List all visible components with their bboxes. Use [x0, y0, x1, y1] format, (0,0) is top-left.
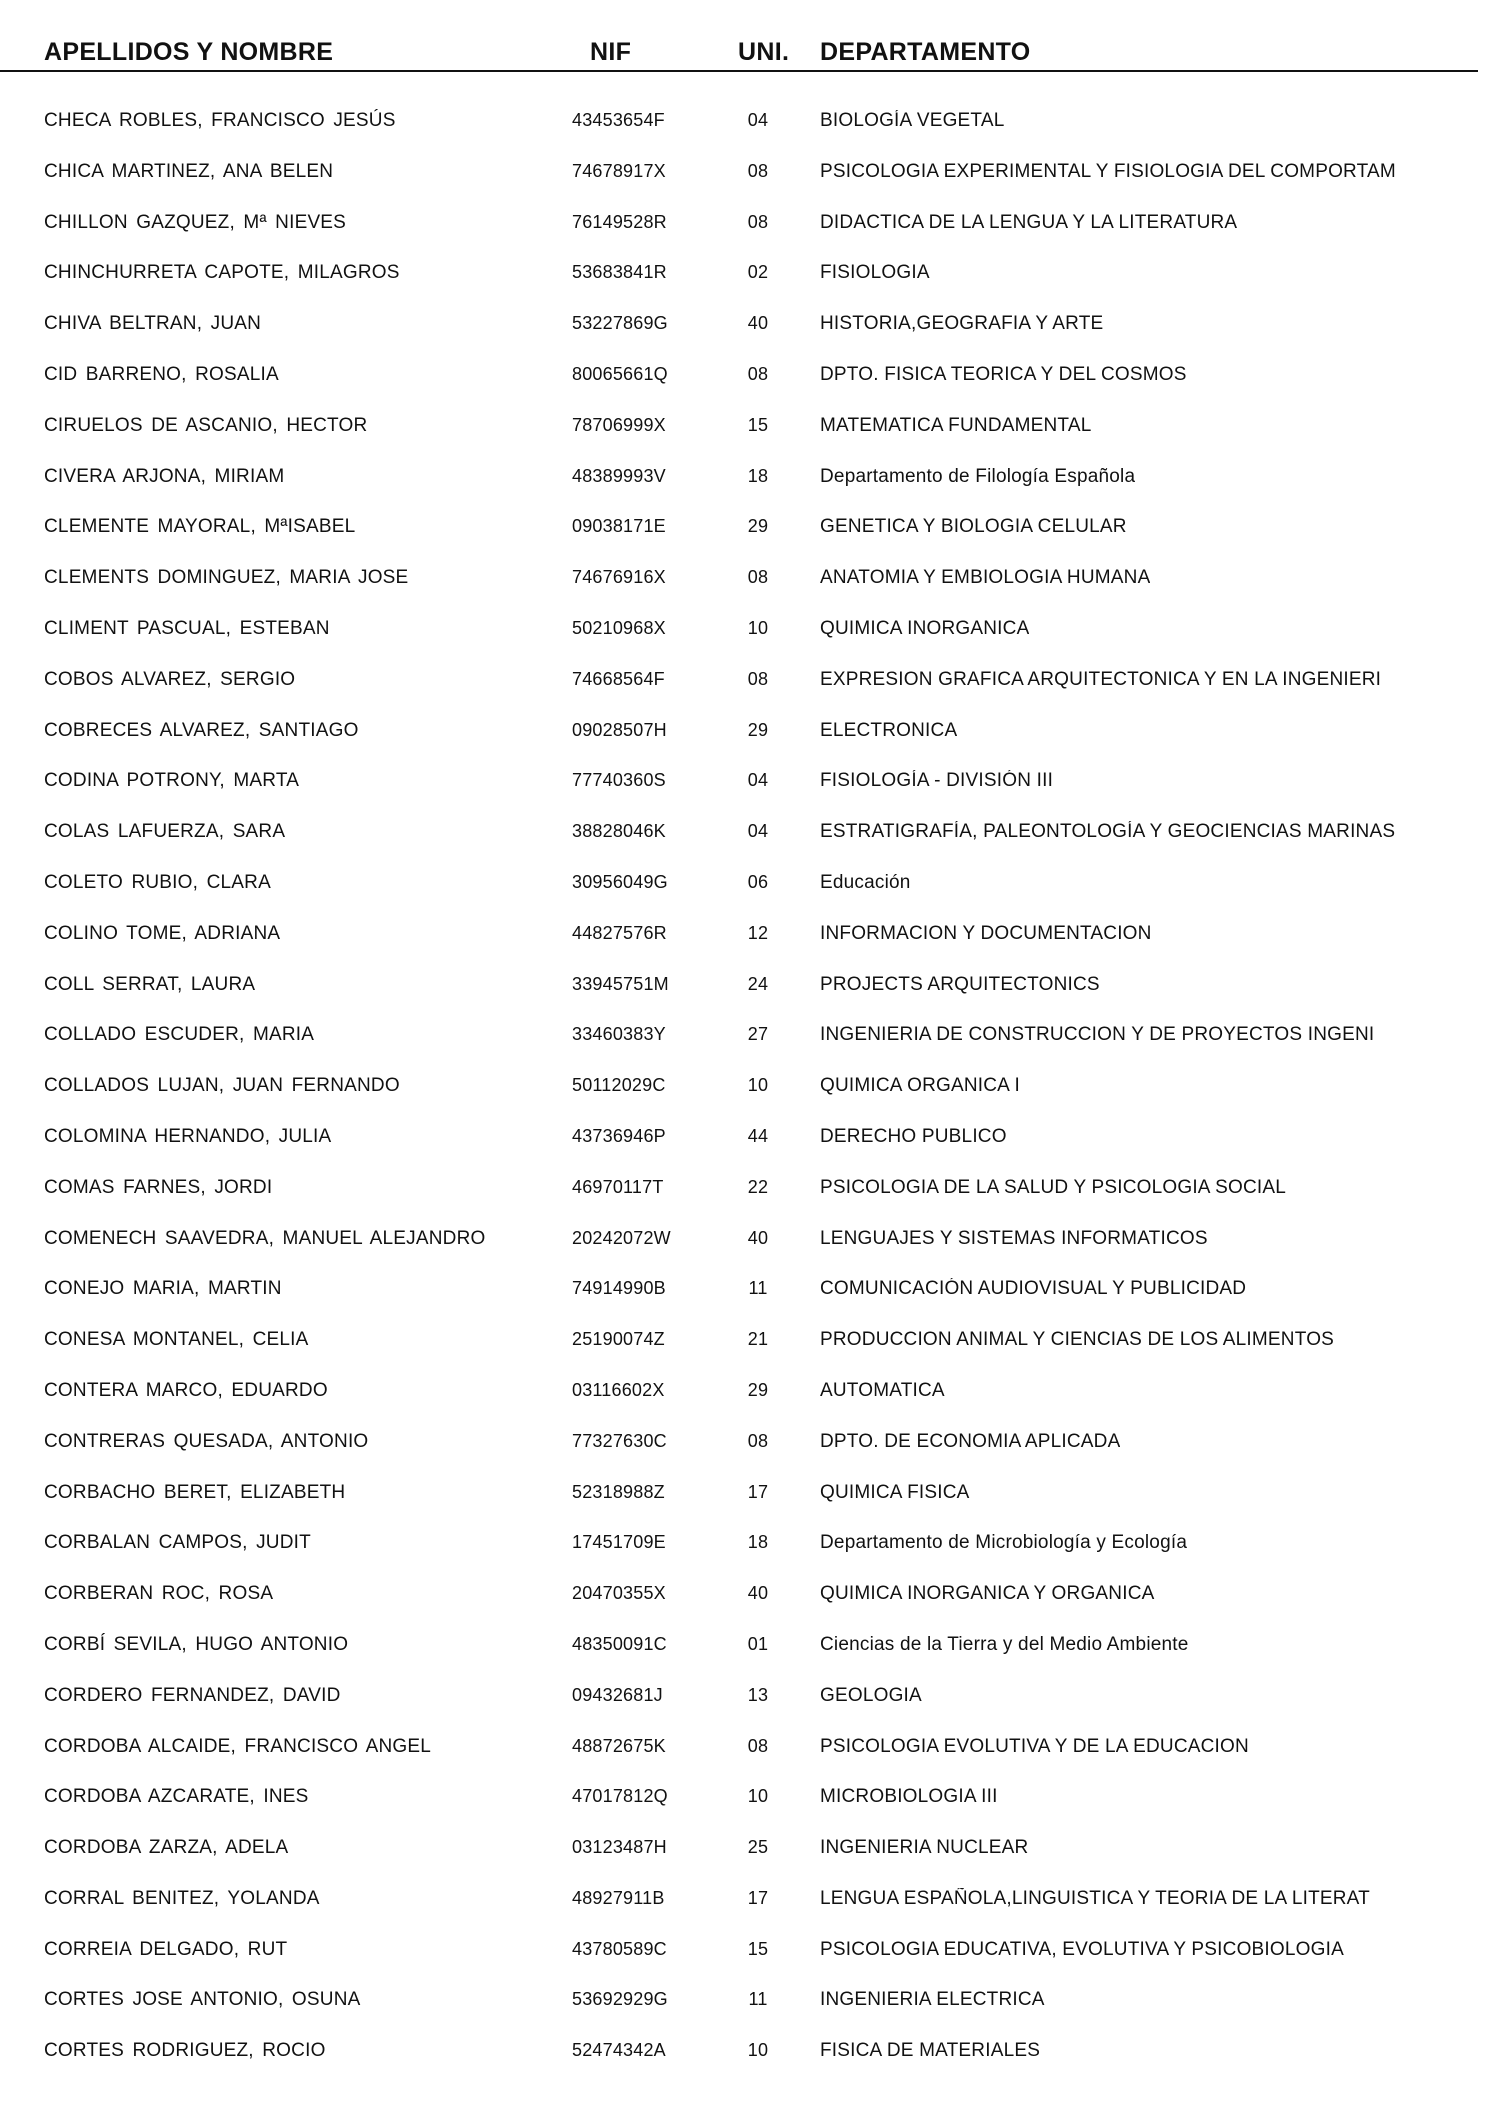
table-row: [0, 254, 1500, 305]
cell-name: COLLADOS LUJAN, JUAN FERNANDO: [44, 1075, 400, 1097]
cell-uni: 17: [747, 1481, 769, 1502]
cell-uni: 15: [747, 1938, 769, 1959]
cell-name: COMENECH SAAVEDRA, MANUEL ALEJANDRO: [44, 1227, 486, 1249]
table-row: [0, 1220, 1500, 1271]
cell-uni: 10: [747, 617, 769, 638]
cell-uni: 11: [748, 1278, 768, 1299]
cell-department: INGENIERIA DE CONSTRUCCION Y DE PROYECTOS INGENI: [820, 1024, 1375, 1046]
cell-department: Departamento de Microbiología y Ecología: [820, 1532, 1188, 1554]
table-row: [0, 153, 1500, 204]
cell-nif: 80065661Q: [572, 363, 668, 384]
cell-name: CONTRERAS QUESADA, ANTONIO: [44, 1430, 369, 1452]
cell-department: DERECHO PUBLICO: [820, 1125, 1007, 1147]
cell-uni: 40: [747, 1583, 769, 1604]
cell-name: COLOMINA HERNANDO, JULIA: [44, 1125, 332, 1147]
cell-department: COMUNICACIÓN AUDIOVISUAL Y PUBLICIDAD: [820, 1278, 1247, 1300]
cell-uni: 08: [747, 668, 769, 689]
cell-department: PRODUCCION ANIMAL Y CIENCIAS DE LOS ALIMENTOS: [820, 1329, 1335, 1351]
table-row: [0, 1372, 1500, 1423]
cell-name: CLIMENT PASCUAL, ESTEBAN: [44, 617, 330, 639]
cell-uni: 10: [747, 1075, 769, 1096]
cell-name: COLLADO ESCUDER, MARIA: [44, 1024, 315, 1046]
table-row: [0, 661, 1500, 712]
table-row: [0, 1067, 1500, 1118]
cell-department: PSICOLOGIA EXPERIMENTAL Y FISIOLOGIA DEL COMPORTAM: [820, 160, 1396, 182]
table-body: [0, 102, 1500, 2083]
cell-uni: 24: [747, 973, 769, 994]
cell-nif: 30956049G: [572, 871, 668, 892]
cell-department: FISICA DE MATERIALES: [820, 2040, 1041, 2062]
cell-department: MATEMATICA FUNDAMENTAL: [820, 414, 1092, 436]
cell-name: CORTES JOSE ANTONIO, OSUNA: [44, 1989, 361, 2011]
cell-uni: 25: [747, 1837, 769, 1858]
cell-department: HISTORIA,GEOGRAFIA Y ARTE: [820, 313, 1104, 335]
cell-department: DPTO. FISICA TEORICA Y DEL COSMOS: [820, 363, 1187, 385]
cell-department: EXPRESION GRAFICA ARQUITECTONICA Y EN LA INGENIERI: [820, 668, 1382, 690]
cell-name: COBOS ALVAREZ, SERGIO: [44, 668, 296, 690]
cell-nif: 33460383Y: [572, 1024, 666, 1045]
cell-uni: 01: [747, 1633, 769, 1654]
cell-uni: 21: [747, 1329, 769, 1350]
cell-uni: 08: [747, 1430, 769, 1451]
cell-name: CHILLON GAZQUEZ, Mª NIEVES: [44, 211, 347, 233]
cell-name: CID BARRENO, ROSALIA: [44, 363, 279, 385]
table-row: [0, 712, 1500, 763]
cell-department: FISIOLOGÍA - DIVISIÓN III: [820, 770, 1054, 792]
table-row: [0, 508, 1500, 559]
cell-uni: 04: [747, 821, 769, 842]
table-row: [0, 1474, 1500, 1525]
cell-name: CORBALAN CAMPOS, JUDIT: [44, 1532, 311, 1554]
cell-department: INGENIERIA ELECTRICA: [820, 1989, 1045, 2011]
cell-department: PSICOLOGIA DE LA SALUD Y PSICOLOGIA SOCIAL: [820, 1176, 1286, 1198]
cell-nif: 20242072W: [572, 1227, 671, 1248]
cell-uni: 17: [747, 1887, 769, 1908]
cell-nif: 48389993V: [572, 465, 666, 486]
cell-uni: 04: [747, 110, 769, 130]
cell-uni: 18: [747, 1532, 769, 1553]
cell-name: CORBÍ SEVILA, HUGO ANTONIO: [44, 1633, 349, 1655]
header-uni: UNI.: [738, 38, 790, 66]
cell-name: CONEJO MARIA, MARTIN: [44, 1278, 282, 1300]
cell-name: CODINA POTRONY, MARTA: [44, 770, 300, 792]
cell-name: CLEMENTS DOMINGUEZ, MARIA JOSE: [44, 567, 409, 589]
cell-department: DPTO. DE ECONOMIA APLICADA: [820, 1430, 1121, 1452]
cell-nif: 43780589C: [572, 1938, 667, 1959]
cell-department: ELECTRONICA: [820, 719, 958, 741]
cell-nif: 09038171E: [572, 516, 666, 537]
cell-name: COLETO RUBIO, CLARA: [44, 871, 271, 893]
cell-name: COLL SERRAT, LAURA: [44, 973, 256, 995]
table-row: [0, 610, 1500, 661]
cell-department: AUTOMATICA: [820, 1379, 945, 1401]
table-row: [0, 1270, 1500, 1321]
cell-uni: 29: [747, 516, 769, 537]
table-row: [0, 1169, 1500, 1220]
cell-nif: 38828046K: [572, 821, 666, 842]
cell-nif: 46970117T: [572, 1176, 664, 1197]
cell-name: COMAS FARNES, JORDI: [44, 1176, 273, 1198]
cell-name: CHINCHURRETA CAPOTE, MILAGROS: [44, 262, 400, 284]
cell-name: CHIVA BELTRAN, JUAN: [44, 313, 262, 335]
table-row: [0, 407, 1500, 458]
cell-nif: 20470355X: [572, 1583, 666, 1604]
cell-department: QUIMICA INORGANICA Y ORGANICA: [820, 1583, 1155, 1605]
cell-nif: 09028507H: [572, 719, 667, 740]
table-row: [0, 356, 1500, 407]
cell-uni: 10: [747, 2040, 769, 2061]
cell-nif: 53683841R: [572, 262, 667, 283]
cell-department: ESTRATIGRAFÍA, PALEONTOLOGÍA Y GEOCIENCIAS MARINAS: [820, 821, 1396, 843]
table-row: [0, 1931, 1500, 1982]
cell-nif: 43453654F: [572, 110, 665, 130]
cell-uni: 11: [748, 1989, 768, 2010]
table-row: [0, 1118, 1500, 1169]
cell-name: CIVERA ARJONA, MIRIAM: [44, 465, 285, 487]
table-row: [0, 305, 1500, 356]
table-row: [0, 1575, 1500, 1626]
cell-uni: 40: [747, 1227, 769, 1248]
cell-uni: 04: [747, 770, 769, 791]
cell-department: GEOLOGIA: [820, 1684, 922, 1706]
header-divider: [0, 70, 1478, 72]
cell-department: MICROBIOLOGIA III: [820, 1786, 998, 1808]
cell-name: CORDOBA ZARZA, ADELA: [44, 1837, 289, 1859]
cell-department: DIDACTICA DE LA LENGUA Y LA LITERATURA: [820, 211, 1238, 233]
cell-name: CORDOBA AZCARATE, INES: [44, 1786, 309, 1808]
cell-department: LENGUAJES Y SISTEMAS INFORMATICOS: [820, 1227, 1208, 1249]
cell-uni: 08: [747, 363, 769, 384]
header-department: DEPARTAMENTO: [820, 38, 1031, 66]
table-row: [0, 1524, 1500, 1575]
cell-department: BIOLOGÍA VEGETAL: [820, 110, 1005, 131]
cell-nif: 77327630C: [572, 1430, 667, 1451]
table-header: [0, 30, 1500, 72]
table-row: [0, 1321, 1500, 1372]
table-row: [0, 2032, 1500, 2083]
cell-uni: 29: [747, 719, 769, 740]
table-row: [0, 1981, 1500, 2032]
table-row: [0, 762, 1500, 813]
table-row: [0, 1728, 1500, 1779]
cell-nif: 50112029C: [572, 1075, 666, 1096]
cell-department: LENGUA ESPAÑOLA,LINGUISTICA Y TEORIA DE LA LITERAT: [820, 1887, 1370, 1909]
cell-name: COBRECES ALVAREZ, SANTIAGO: [44, 719, 359, 741]
table-row: [0, 813, 1500, 864]
cell-department: GENETICA Y BIOLOGIA CELULAR: [820, 516, 1127, 538]
table-row: [0, 1677, 1500, 1728]
cell-department: QUIMICA INORGANICA: [820, 617, 1030, 639]
table-row: [0, 966, 1500, 1017]
cell-uni: 10: [747, 1786, 769, 1807]
cell-nif: 52318988Z: [572, 1481, 665, 1502]
table-row: [0, 102, 1500, 153]
cell-uni: 12: [747, 922, 769, 943]
table-row: [0, 1016, 1500, 1067]
cell-department: FISIOLOGIA: [820, 262, 930, 284]
cell-name: CORBERAN ROC, ROSA: [44, 1583, 274, 1605]
cell-nif: 76149528R: [572, 211, 667, 232]
cell-department: PROJECTS ARQUITECTONICS: [820, 973, 1100, 995]
cell-department: PSICOLOGIA EVOLUTIVA Y DE LA EDUCACION: [820, 1735, 1249, 1757]
cell-department: Ciencias de la Tierra y del Medio Ambiente: [820, 1633, 1189, 1655]
cell-uni: 02: [747, 262, 769, 283]
cell-uni: 15: [747, 414, 769, 435]
cell-name: CIRUELOS DE ASCANIO, HECTOR: [44, 414, 368, 436]
cell-name: CHICA MARTINEZ, ANA BELEN: [44, 160, 334, 182]
cell-nif: 53227869G: [572, 313, 668, 334]
cell-nif: 44827576R: [572, 922, 667, 943]
cell-nif: 03123487H: [572, 1837, 667, 1858]
table-row: [0, 864, 1500, 915]
table-row: [0, 1778, 1500, 1829]
cell-uni: 08: [747, 211, 769, 232]
cell-uni: 44: [747, 1125, 769, 1146]
cell-name: CHECA ROBLES, FRANCISCO JESÚS: [44, 110, 396, 131]
cell-uni: 08: [747, 1735, 769, 1756]
cell-nif: 03116602X: [572, 1379, 665, 1400]
cell-department: Educación: [820, 871, 911, 893]
cell-nif: 78706999X: [572, 414, 666, 435]
cell-nif: 47017812Q: [572, 1786, 668, 1807]
cell-name: CONESA MONTANEL, CELIA: [44, 1329, 309, 1351]
cell-department: ANATOMIA Y EMBIOLOGIA HUMANA: [820, 567, 1151, 589]
table-row: [0, 1423, 1500, 1474]
cell-uni: 27: [747, 1024, 769, 1045]
cell-department: PSICOLOGIA EDUCATIVA, EVOLUTIVA Y PSICOBIOLOGIA: [820, 1938, 1344, 1960]
cell-nif: 33945751M: [572, 973, 669, 994]
cell-department: Departamento de Filología Española: [820, 465, 1136, 487]
table-row: [0, 559, 1500, 610]
cell-name: COLAS LAFUERZA, SARA: [44, 821, 286, 843]
cell-uni: 29: [747, 1379, 769, 1400]
cell-uni: 08: [747, 567, 769, 588]
cell-uni: 40: [747, 313, 769, 334]
cell-name: CORDOBA ALCAIDE, FRANCISCO ANGEL: [44, 1735, 432, 1757]
cell-nif: 25190074Z: [572, 1329, 665, 1350]
cell-nif: 43736946P: [572, 1125, 666, 1146]
cell-name: CORREIA DELGADO, RUT: [44, 1938, 288, 1960]
cell-nif: 74678917X: [572, 160, 666, 181]
cell-nif: 48927911B: [572, 1887, 665, 1908]
table-row: [0, 915, 1500, 966]
cell-nif: 53692929G: [572, 1989, 668, 2010]
cell-department: INGENIERIA NUCLEAR: [820, 1837, 1029, 1859]
table-row: [0, 204, 1500, 255]
cell-uni: 18: [747, 465, 769, 486]
cell-nif: 74668564F: [572, 668, 665, 689]
cell-nif: 52474342A: [572, 2040, 666, 2061]
cell-nif: 77740360S: [572, 770, 666, 791]
cell-uni: 13: [747, 1684, 769, 1705]
cell-department: QUIMICA FISICA: [820, 1481, 970, 1503]
cell-nif: 74676916X: [572, 567, 666, 588]
cell-department: QUIMICA ORGANICA I: [820, 1075, 1020, 1097]
cell-nif: 17451709E: [572, 1532, 666, 1553]
cell-name: COLINO TOME, ADRIANA: [44, 922, 281, 944]
table-row: [0, 1880, 1500, 1931]
table-row: [0, 1626, 1500, 1677]
cell-nif: 48872675K: [572, 1735, 666, 1756]
cell-uni: 06: [747, 871, 769, 892]
cell-uni: 22: [747, 1176, 769, 1197]
table-row: [0, 458, 1500, 509]
cell-nif: 50210968X: [572, 617, 666, 638]
cell-nif: 09432681J: [572, 1684, 663, 1705]
cell-nif: 74914990B: [572, 1278, 666, 1299]
cell-name: CORRAL BENITEZ, YOLANDA: [44, 1887, 320, 1909]
header-name: APELLIDOS Y NOMBRE: [44, 38, 334, 66]
table-row: [0, 1829, 1500, 1880]
cell-name: CORBACHO BERET, ELIZABETH: [44, 1481, 346, 1503]
cell-department: INFORMACION Y DOCUMENTACION: [820, 922, 1152, 944]
cell-uni: 08: [747, 160, 769, 181]
cell-nif: 48350091C: [572, 1633, 667, 1654]
header-nif: NIF: [590, 38, 632, 66]
cell-name: CORDERO FERNANDEZ, DAVID: [44, 1684, 341, 1706]
cell-name: CORTES RODRIGUEZ, ROCIO: [44, 2040, 326, 2062]
cell-name: CONTERA MARCO, EDUARDO: [44, 1379, 328, 1401]
cell-name: CLEMENTE MAYORAL, MªISABEL: [44, 516, 356, 538]
